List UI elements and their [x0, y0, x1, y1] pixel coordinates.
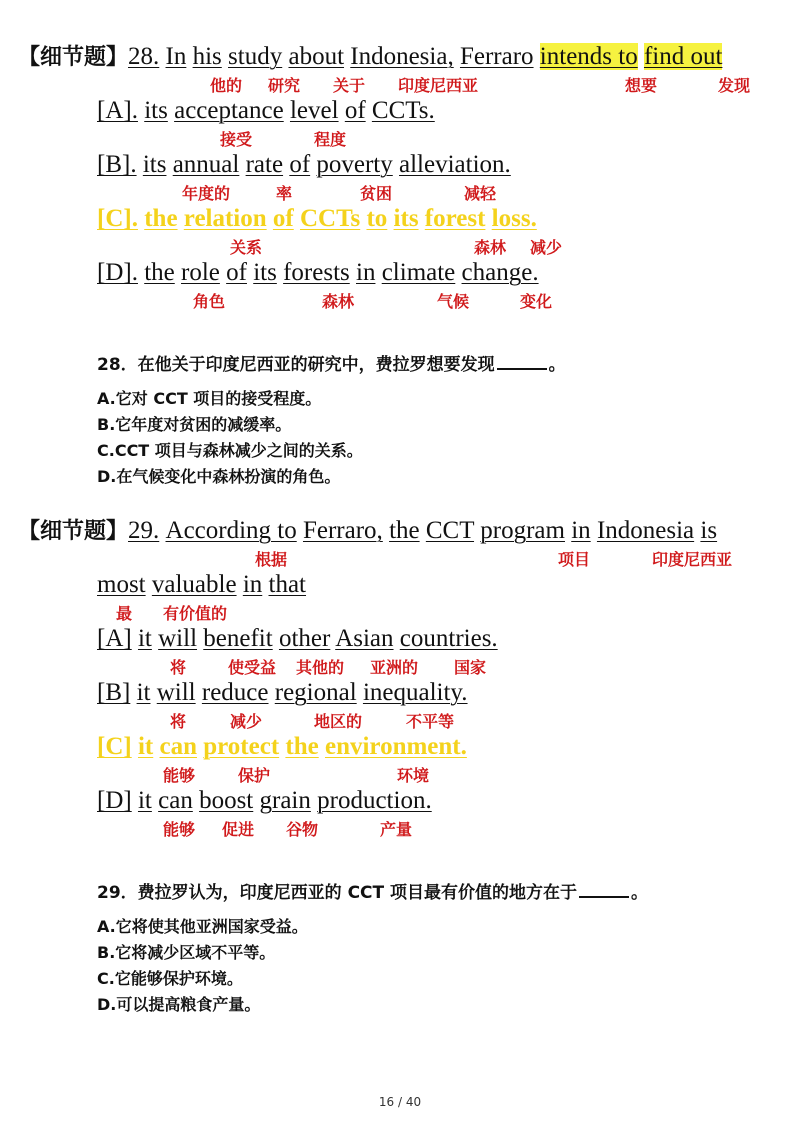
- q28-translation-option: B.它年度对贫困的减缓率。: [97, 415, 292, 434]
- q29-translation-option: D.可以提高粮食产量。: [97, 995, 261, 1014]
- word: Ferraro,: [302, 517, 383, 544]
- word: Ferraro: [459, 43, 534, 70]
- word: its: [142, 151, 167, 178]
- word: valuable: [151, 571, 237, 598]
- highlighted-phrase: intends to: [539, 43, 638, 70]
- word: CCTs.: [371, 97, 435, 124]
- q29-stem: [18, 516, 717, 547]
- gloss: 产量: [380, 820, 413, 839]
- gloss: 减轻: [464, 184, 497, 203]
- word: regional: [274, 679, 357, 706]
- gloss: 他的: [210, 76, 243, 95]
- q28-translation-stem: [97, 352, 566, 377]
- stem-end: 。: [548, 355, 566, 375]
- word: about: [288, 43, 345, 70]
- gloss: 接受: [220, 130, 253, 149]
- gloss: 角色: [193, 292, 226, 311]
- word: poverty: [316, 151, 393, 178]
- word: production.: [317, 787, 432, 814]
- word: protect: [203, 733, 280, 760]
- stem-text: 29．费拉罗认为，印度尼西亚的 CCT 项目最有价值的地方在于: [97, 883, 578, 903]
- q28-translation-option: C.CCT 项目与森林减少之间的关系。: [97, 441, 363, 460]
- word: CCT: [425, 517, 475, 544]
- word: other: [278, 625, 331, 652]
- q28-option-b: [97, 150, 511, 180]
- word: countries.: [399, 625, 498, 652]
- q28-option-d: [97, 258, 539, 288]
- gloss: 将: [170, 712, 187, 731]
- word: relation: [183, 205, 267, 232]
- word: reduce: [201, 679, 269, 706]
- gloss: 印度尼西亚: [398, 76, 479, 95]
- gloss: 变化: [520, 292, 553, 311]
- option-label: [B].: [97, 151, 137, 178]
- q29-option-c-answer: [97, 732, 467, 762]
- gloss: 想要: [625, 76, 658, 95]
- word: forests: [283, 259, 350, 286]
- word: benefit: [203, 625, 273, 652]
- word: change.: [461, 259, 539, 286]
- word: of: [289, 151, 311, 178]
- word: CCTs: [300, 205, 361, 232]
- word: environment.: [324, 733, 467, 760]
- option-label: [D]: [97, 787, 132, 814]
- gloss: 其他的: [296, 658, 345, 677]
- word: of: [226, 259, 247, 286]
- word: the: [144, 205, 178, 232]
- gloss: 年度的: [182, 184, 231, 203]
- word: his: [192, 43, 222, 70]
- option-label: [C]: [97, 733, 132, 760]
- gloss: 国家: [454, 658, 487, 677]
- gloss: 程度: [314, 130, 347, 149]
- q29-translation-option: A.它将使其他亚洲国家受益。: [97, 917, 308, 936]
- q29-tag: 【细节题】: [18, 519, 129, 544]
- q29-option-b: [97, 678, 468, 708]
- q28-option-c-answer: [97, 204, 537, 234]
- option-label: [B]: [97, 679, 131, 706]
- word: of: [344, 97, 366, 124]
- q29-option-a: [97, 624, 498, 654]
- word: grain: [259, 787, 311, 814]
- gloss: 最: [116, 604, 133, 623]
- word: that: [268, 571, 307, 598]
- word: boost: [199, 787, 254, 814]
- gloss: 印度尼西亚: [652, 550, 733, 569]
- word: its: [393, 205, 419, 232]
- gloss: 能够: [163, 820, 196, 839]
- option-label: [A]: [97, 625, 132, 652]
- gloss: 谷物: [286, 820, 319, 839]
- word: in: [356, 259, 376, 286]
- word: the: [389, 517, 420, 544]
- word: of: [272, 205, 294, 232]
- word: inequality.: [362, 679, 468, 706]
- gloss: 不平等: [406, 712, 455, 731]
- gloss: 森林: [322, 292, 355, 311]
- word: it: [137, 625, 152, 652]
- q28-option-a: [97, 96, 435, 126]
- word: level: [289, 97, 339, 124]
- answer-blank: [579, 880, 629, 898]
- highlighted-phrase: find out: [643, 43, 723, 70]
- word: According to: [165, 517, 297, 544]
- word: is: [700, 517, 718, 544]
- gloss: 研究: [268, 76, 301, 95]
- gloss: 有价值的: [163, 604, 228, 623]
- q29-number: 29.: [128, 517, 160, 544]
- gloss: 使受益: [228, 658, 277, 677]
- q29-translation-option: C.它能够保护环境。: [97, 969, 243, 988]
- gloss: 促进: [222, 820, 255, 839]
- word: it: [136, 679, 151, 706]
- gloss: 能够: [163, 766, 196, 785]
- gloss: 根据: [255, 550, 288, 569]
- option-label: [A].: [97, 97, 138, 124]
- word: will: [156, 679, 196, 706]
- gloss: 森林: [474, 238, 507, 257]
- word: climate: [381, 259, 456, 286]
- gloss: 关于: [333, 76, 366, 95]
- q28-number: 28.: [128, 43, 160, 70]
- word: study: [228, 43, 283, 70]
- word: rate: [245, 151, 284, 178]
- word: can: [158, 787, 193, 814]
- gloss: 率: [276, 184, 293, 203]
- word: its: [253, 259, 277, 286]
- gloss: 亚洲的: [370, 658, 419, 677]
- word: the: [285, 733, 319, 760]
- gloss: 气候: [437, 292, 470, 311]
- q28-translation-option: A.它对 CCT 项目的接受程度。: [97, 389, 322, 408]
- page-separator: /: [397, 1095, 403, 1109]
- answer-blank: [497, 352, 547, 370]
- option-label: [D].: [97, 259, 138, 286]
- q29-option-d: [97, 786, 432, 816]
- word: program: [480, 517, 565, 544]
- word: most: [97, 571, 146, 598]
- page-number: [0, 1095, 800, 1109]
- word: it: [137, 787, 152, 814]
- word: Indonesia: [596, 517, 695, 544]
- word: alleviation.: [399, 151, 511, 178]
- word: Indonesia,: [350, 43, 454, 70]
- q29-translation-stem: [97, 880, 648, 905]
- q28-stem: [18, 42, 722, 73]
- word: to: [366, 205, 388, 232]
- word: will: [158, 625, 198, 652]
- word: annual: [172, 151, 240, 178]
- word: role: [181, 259, 220, 286]
- gloss: 关系: [230, 238, 263, 257]
- gloss: 贫困: [360, 184, 393, 203]
- stem-end: 。: [631, 883, 649, 903]
- word: Asian: [335, 625, 394, 652]
- gloss: 减少: [530, 238, 563, 257]
- word: in: [242, 571, 263, 598]
- gloss: 环境: [397, 766, 430, 785]
- word: In: [165, 43, 187, 70]
- q28-translation-option: D.在气候变化中森林扮演的角色。: [97, 467, 341, 486]
- stem-text: 28．在他关于印度尼西亚的研究中，费拉罗想要发现: [97, 355, 495, 375]
- word: it: [137, 733, 154, 760]
- q29-stem-continued: [97, 570, 306, 600]
- gloss: 发现: [718, 76, 751, 95]
- q29-translation-option: B.它将减少区域不平等。: [97, 943, 276, 962]
- q28-tag: 【细节题】: [18, 45, 129, 70]
- gloss: 减少: [230, 712, 263, 731]
- word: in: [571, 517, 591, 544]
- gloss: 地区的: [314, 712, 363, 731]
- gloss: 保护: [238, 766, 271, 785]
- gloss: 将: [170, 658, 187, 677]
- word: forest: [424, 205, 486, 232]
- word: loss.: [491, 205, 537, 232]
- word: acceptance: [174, 97, 284, 124]
- word: its: [144, 97, 168, 124]
- gloss: 项目: [558, 550, 591, 569]
- page-total: 40: [405, 1095, 422, 1109]
- option-label: [C].: [97, 205, 138, 232]
- word: can: [159, 733, 197, 760]
- page-current: 16: [378, 1095, 395, 1109]
- word: the: [144, 259, 175, 286]
